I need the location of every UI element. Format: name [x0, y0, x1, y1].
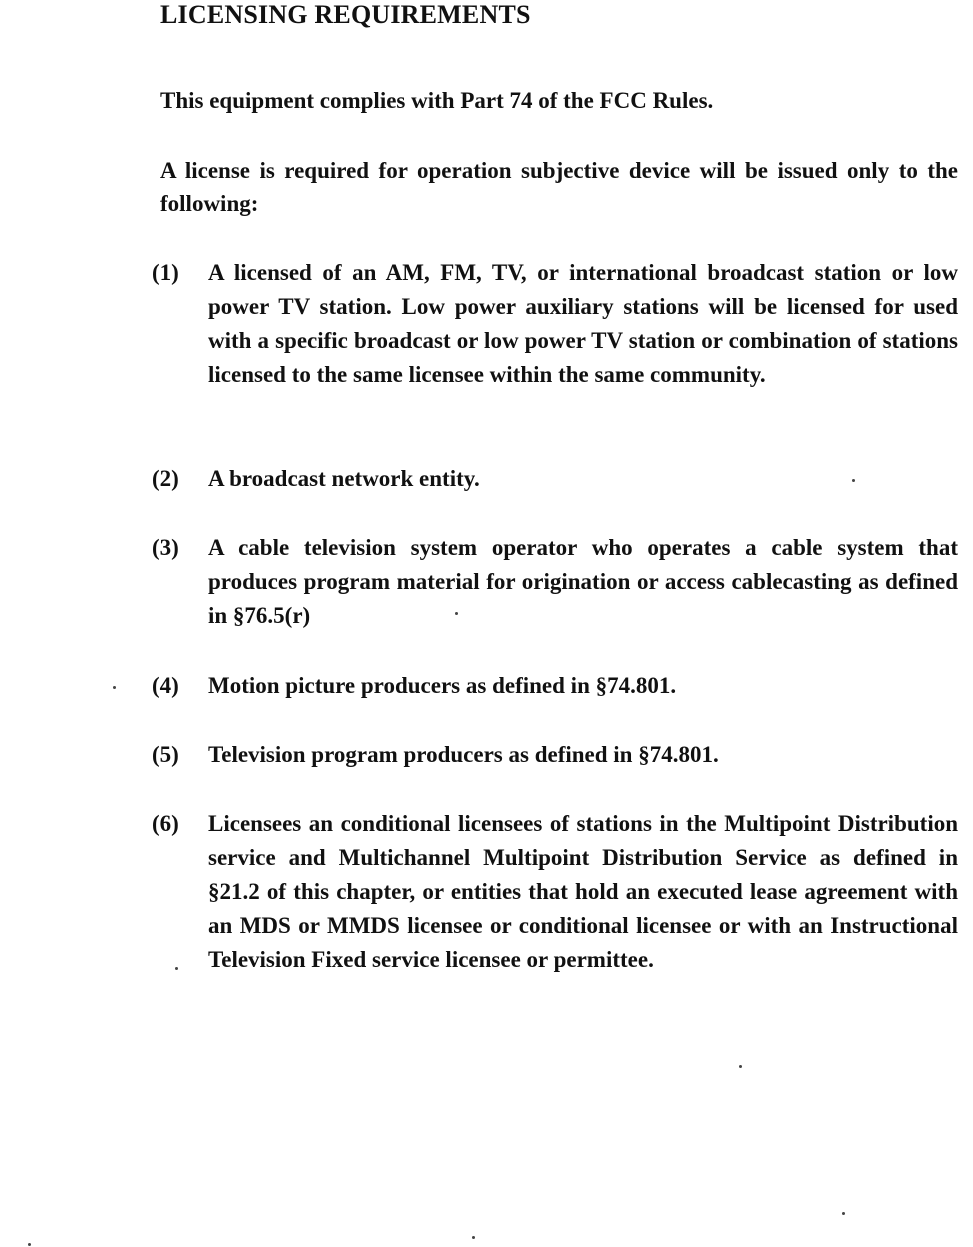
list-item-number: (2) [152, 466, 179, 491]
list-item [152, 669, 958, 703]
list-item-number: (6) [152, 811, 179, 836]
scan-speck [113, 686, 116, 689]
scan-speck [455, 612, 458, 615]
scan-speck [472, 1236, 475, 1239]
list-item-number: (4) [152, 673, 179, 698]
list-item [152, 531, 958, 633]
compliance-statement: This equipment complies with Part 74 of the FCC Rules. [160, 88, 714, 113]
list-item-number: (1) [152, 260, 179, 285]
license-requirement-statement: A license is required for operation subjective device will be issued only to the following: [160, 158, 958, 216]
list-item-text: Licensees an conditional licensees of stations in the Multipoint Distribution service and Multichannel Multipoint Distribution Service as defined in §21.2 of this chapter, or entities that hold an executed lease agreement with an MDS or MMDS licensee or conditional licensee or with an Instructional Television Fixed service licensee or permittee. [208, 811, 958, 972]
list-item-text: A broadcast network entity. [208, 466, 480, 491]
list-item [152, 738, 958, 772]
scan-speck [175, 967, 178, 970]
list-item [152, 462, 958, 496]
list-item-text: A licensed of an AM, FM, TV, or international broadcast station or low power TV station. Low power auxiliary stations will be licensed for used with a specific broadcast or low power TV station or combination of stations licensed to the same licensee within the same community. [208, 260, 958, 387]
list-item-number: (5) [152, 742, 179, 767]
scan-speck [28, 1243, 31, 1246]
list-item [152, 256, 958, 392]
list-item [152, 807, 958, 977]
document-title: LICENSING REQUIREMENTS [160, 0, 531, 29]
list-item-text: Motion picture producers as defined in §74.801. [208, 673, 677, 698]
scan-speck [739, 1065, 742, 1068]
list-item-text: A cable television system operator who operates a cable system that produces program material for origination or access cablecasting as defined in §76.5(r) [208, 535, 958, 628]
list-item-number: (3) [152, 535, 179, 560]
scan-speck [842, 1212, 845, 1215]
list-item-text: Television program producers as defined in §74.801. [208, 742, 719, 767]
scan-speck [852, 479, 855, 482]
